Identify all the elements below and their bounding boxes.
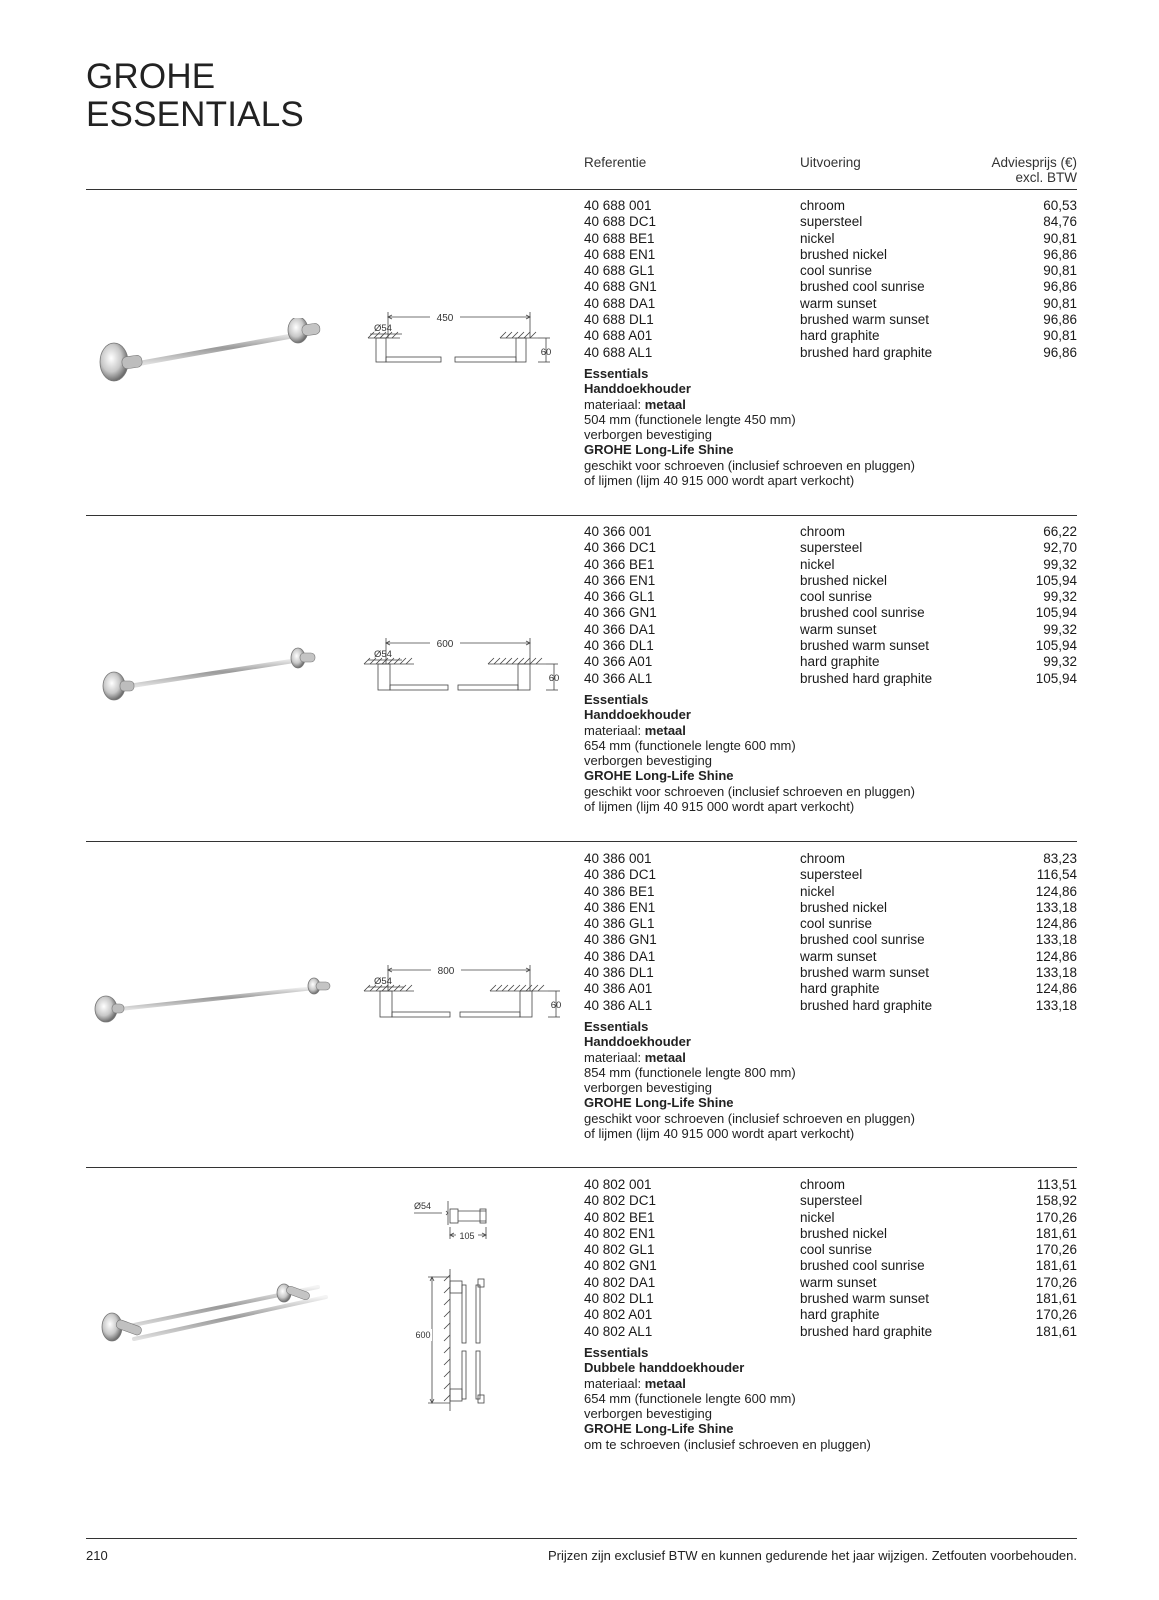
variant-reference: 40 366 DA1 xyxy=(584,621,656,637)
variant-row xyxy=(584,1275,1077,1291)
variant-price: 124,86 xyxy=(1035,916,1077,932)
variant-price: 90,81 xyxy=(1043,295,1077,311)
product-name: Handdoekhouder xyxy=(584,1034,691,1050)
variant-finish: supersteel xyxy=(800,867,863,883)
variant-price: 96,86 xyxy=(1043,246,1077,262)
variant-price: 170,26 xyxy=(1035,1307,1077,1323)
section-divider xyxy=(86,841,1077,842)
variant-list xyxy=(584,198,1077,361)
variant-price: 124,86 xyxy=(1035,981,1077,997)
variant-reference: 40 802 A01 xyxy=(584,1307,653,1323)
variant-reference: 40 802 EN1 xyxy=(584,1225,656,1241)
variant-price: 105,94 xyxy=(1035,670,1077,686)
variant-row xyxy=(584,998,1077,1014)
variant-price: 133,18 xyxy=(1035,932,1077,948)
variant-finish: brushed hard graphite xyxy=(800,997,933,1013)
variant-row xyxy=(584,263,1077,279)
product-feature: GROHE Long-Life Shine xyxy=(584,1095,734,1111)
variant-finish: nickel xyxy=(800,556,835,572)
product-series: Essentials xyxy=(584,366,649,381)
variant-row xyxy=(584,1226,1077,1242)
variant-finish: warm sunset xyxy=(800,621,877,637)
column-header-reference: Referentie xyxy=(584,155,647,170)
variant-row xyxy=(584,1258,1077,1274)
variant-price: 90,81 xyxy=(1043,328,1077,344)
variant-row xyxy=(584,312,1077,328)
variant-price: 99,32 xyxy=(1043,621,1077,637)
variant-finish: brushed warm sunset xyxy=(800,1291,930,1307)
variant-price: 105,94 xyxy=(1035,605,1077,621)
product-photo-towel-bar-800 xyxy=(92,969,342,1029)
dimension-diameter-label: Ø54 xyxy=(374,649,392,660)
material-label: materiaal: xyxy=(584,1375,645,1391)
variant-reference: 40 688 GL1 xyxy=(584,263,655,279)
variant-reference: 40 366 DL1 xyxy=(584,638,654,654)
product-install-line2: of lijmen (lijm 40 915 000 wordt apart verkocht) xyxy=(584,799,855,815)
variant-finish: warm sunset xyxy=(800,948,877,964)
dimension-diameter-label: Ø54 xyxy=(414,1201,432,1211)
variant-row xyxy=(584,540,1077,556)
variant-price: 99,32 xyxy=(1043,589,1077,605)
dimension-depth-label: 60 xyxy=(550,1000,562,1011)
product-description xyxy=(584,692,1084,814)
product-material xyxy=(584,1376,1084,1391)
variant-price: 66,22 xyxy=(1043,524,1077,539)
variant-row xyxy=(584,573,1077,589)
variant-row xyxy=(584,622,1077,638)
product-install-line1: geschikt voor schroeven (inclusief schroeven en pluggen) xyxy=(584,1110,915,1126)
dimension-diameter-label: Ø54 xyxy=(374,323,392,334)
column-header-price xyxy=(991,155,1077,185)
variant-finish: brushed nickel xyxy=(800,899,888,915)
dimension-depth-label: 60 xyxy=(548,673,560,684)
product-mounting: verborgen bevestiging xyxy=(584,1406,712,1422)
variant-reference: 40 386 AL1 xyxy=(584,997,653,1013)
variant-row xyxy=(584,1307,1077,1323)
dimension-drawing-600 xyxy=(358,634,568,714)
product-feature: GROHE Long-Life Shine xyxy=(584,442,734,458)
variant-reference: 40 366 001 xyxy=(584,524,652,539)
variant-finish: brushed warm sunset xyxy=(800,965,930,981)
variant-row xyxy=(584,279,1077,295)
variant-row xyxy=(584,851,1077,867)
variant-finish: nickel xyxy=(800,230,835,246)
variant-reference: 40 386 DL1 xyxy=(584,965,654,981)
variant-finish: supersteel xyxy=(800,1193,863,1209)
variant-reference: 40 688 EN1 xyxy=(584,246,656,262)
variant-row xyxy=(584,1193,1077,1209)
variant-row xyxy=(584,981,1077,997)
dimension-length-label: 600 xyxy=(436,639,454,650)
product-material xyxy=(584,397,1084,412)
variant-finish: nickel xyxy=(800,1209,835,1225)
product-mounting: verborgen bevestiging xyxy=(584,753,712,769)
variant-finish: chroom xyxy=(800,524,846,539)
variant-price: 99,32 xyxy=(1043,556,1077,572)
section-divider xyxy=(86,1167,1077,1168)
product-install-line2: of lijmen (lijm 40 915 000 wordt apart verkocht) xyxy=(584,1126,855,1142)
product-install-line2: of lijmen (lijm 40 915 000 wordt apart verkocht) xyxy=(584,473,855,489)
variant-row xyxy=(584,198,1077,214)
variant-price: 124,86 xyxy=(1035,948,1077,964)
variant-finish: cool sunrise xyxy=(800,589,873,605)
variant-finish: hard graphite xyxy=(800,328,880,344)
variant-finish: nickel xyxy=(800,883,835,899)
variant-row xyxy=(584,1210,1077,1226)
variant-row xyxy=(584,328,1077,344)
variant-finish: brushed warm sunset xyxy=(800,638,930,654)
variant-reference: 40 366 EN1 xyxy=(584,572,656,588)
variant-price: 181,61 xyxy=(1035,1323,1077,1339)
variant-price: 170,26 xyxy=(1035,1242,1077,1258)
product-material xyxy=(584,723,1084,738)
product-name: Handdoekhouder xyxy=(584,381,691,397)
page-number: 210 xyxy=(86,1548,108,1563)
variant-finish: brushed nickel xyxy=(800,246,888,262)
variant-price: 133,18 xyxy=(1035,899,1077,915)
variant-row xyxy=(584,247,1077,263)
variant-row xyxy=(584,949,1077,965)
variant-finish: hard graphite xyxy=(800,981,880,997)
product-name: Handdoekhouder xyxy=(584,707,691,723)
material-label: materiaal: xyxy=(584,722,645,738)
page-title-line2: ESSENTIALS xyxy=(86,95,304,134)
dimension-drawing-450 xyxy=(360,308,560,388)
variant-finish: cool sunrise xyxy=(800,1242,873,1258)
variant-price: 96,86 xyxy=(1043,312,1077,328)
variant-reference: 40 366 A01 xyxy=(584,654,653,670)
variant-reference: 40 688 AL1 xyxy=(584,344,653,360)
variant-reference: 40 386 DA1 xyxy=(584,948,656,964)
product-mounting: verborgen bevestiging xyxy=(584,427,712,443)
variant-row xyxy=(584,884,1077,900)
variant-row xyxy=(584,1242,1077,1258)
variant-reference: 40 366 GN1 xyxy=(584,605,657,621)
variant-finish: supersteel xyxy=(800,214,863,230)
variant-finish: brushed warm sunset xyxy=(800,312,930,328)
variant-reference: 40 688 DC1 xyxy=(584,214,657,230)
variant-reference: 40 688 DL1 xyxy=(584,312,654,328)
variant-price: 90,81 xyxy=(1043,263,1077,279)
variant-list xyxy=(584,1177,1077,1340)
footer-note: Prijzen zijn exclusief BTW en kunnen gedurende het jaar wijzigen. Zetfouten voorbehouden. xyxy=(548,1548,1077,1563)
variant-row xyxy=(584,589,1077,605)
variant-row xyxy=(584,867,1077,883)
variant-reference: 40 366 AL1 xyxy=(584,670,653,686)
variant-reference: 40 802 001 xyxy=(584,1177,652,1192)
column-header-finish: Uitvoering xyxy=(800,155,861,170)
variant-row xyxy=(584,605,1077,621)
variant-row xyxy=(584,214,1077,230)
variant-price: 170,26 xyxy=(1035,1209,1077,1225)
variant-finish: brushed cool sunrise xyxy=(800,1258,925,1274)
variant-finish: chroom xyxy=(800,851,846,866)
variant-reference: 40 688 A01 xyxy=(584,328,653,344)
variant-row xyxy=(584,524,1077,540)
variant-reference: 40 802 DC1 xyxy=(584,1193,657,1209)
variant-price: 60,53 xyxy=(1043,198,1077,213)
variant-price: 96,86 xyxy=(1043,344,1077,360)
variant-list xyxy=(584,524,1077,687)
product-name: Dubbele handdoekhouder xyxy=(584,1360,745,1376)
product-install-line1: om te schroeven (inclusief schroeven en pluggen) xyxy=(584,1436,871,1452)
product-series: Essentials xyxy=(584,692,649,707)
variant-row xyxy=(584,654,1077,670)
product-series: Essentials xyxy=(584,1019,649,1034)
variant-row xyxy=(584,557,1077,573)
variant-row xyxy=(584,1291,1077,1307)
product-description xyxy=(584,1019,1084,1141)
variant-finish: brushed cool sunrise xyxy=(800,932,925,948)
column-header-price-line1: Adviesprijs (€) xyxy=(991,155,1077,170)
product-description xyxy=(584,366,1084,488)
variant-price: 181,61 xyxy=(1035,1258,1077,1274)
product-mounting: verborgen bevestiging xyxy=(584,1080,712,1096)
dimension-length-label: 800 xyxy=(437,966,455,977)
product-install-line1: geschikt voor schroeven (inclusief schroeven en pluggen) xyxy=(584,457,915,473)
variant-finish: brushed nickel xyxy=(800,1225,888,1241)
variant-finish: brushed nickel xyxy=(800,572,888,588)
variant-finish: chroom xyxy=(800,1177,846,1192)
variant-row xyxy=(584,1324,1077,1340)
dimension-drawing-double xyxy=(412,1199,512,1429)
variant-price: 133,18 xyxy=(1035,997,1077,1013)
variant-reference: 40 688 BE1 xyxy=(584,230,655,246)
variant-finish: hard graphite xyxy=(800,654,880,670)
product-length: 654 mm (functionele lengte 600 mm) xyxy=(584,737,796,753)
material-label: materiaal: xyxy=(584,396,645,412)
variant-row xyxy=(584,296,1077,312)
variant-price: 181,61 xyxy=(1035,1225,1077,1241)
product-description xyxy=(584,1345,1084,1452)
variant-price: 170,26 xyxy=(1035,1274,1077,1290)
variant-row xyxy=(584,965,1077,981)
variant-finish: warm sunset xyxy=(800,295,877,311)
product-photo-towel-bar-600 xyxy=(100,642,340,712)
variant-finish: brushed hard graphite xyxy=(800,344,933,360)
variant-row xyxy=(584,932,1077,948)
variant-reference: 40 366 GL1 xyxy=(584,589,655,605)
variant-reference: 40 386 A01 xyxy=(584,981,653,997)
footer-divider xyxy=(86,1538,1077,1539)
material-value: metaal xyxy=(644,722,686,738)
variant-reference: 40 688 GN1 xyxy=(584,279,657,295)
variant-row xyxy=(584,345,1077,361)
variant-reference: 40 802 AL1 xyxy=(584,1323,653,1339)
dimension-depth-label: 105 xyxy=(459,1231,475,1241)
variant-reference: 40 386 DC1 xyxy=(584,867,657,883)
material-value: metaal xyxy=(644,1375,686,1391)
variant-reference: 40 802 DL1 xyxy=(584,1291,654,1307)
variant-price: 113,51 xyxy=(1036,1177,1077,1192)
column-header-price-line2: excl. BTW xyxy=(1015,170,1077,185)
variant-reference: 40 802 DA1 xyxy=(584,1274,656,1290)
product-photo-towel-bar-450 xyxy=(96,318,336,388)
variant-reference: 40 386 BE1 xyxy=(584,883,655,899)
variant-price: 84,76 xyxy=(1043,214,1077,230)
material-value: metaal xyxy=(644,1049,686,1065)
variant-price: 124,86 xyxy=(1035,883,1077,899)
variant-price: 133,18 xyxy=(1035,965,1077,981)
dimension-diameter-label: Ø54 xyxy=(374,976,392,987)
variant-finish: brushed hard graphite xyxy=(800,670,933,686)
material-value: metaal xyxy=(644,396,686,412)
variant-finish: cool sunrise xyxy=(800,263,873,279)
variant-price: 158,92 xyxy=(1035,1193,1077,1209)
product-length: 654 mm (functionele lengte 600 mm) xyxy=(584,1390,796,1406)
variant-row xyxy=(584,916,1077,932)
variant-reference: 40 802 GN1 xyxy=(584,1258,657,1274)
variant-reference: 40 386 EN1 xyxy=(584,899,656,915)
variant-row xyxy=(584,638,1077,654)
variant-finish: hard graphite xyxy=(800,1307,880,1323)
variant-reference: 40 366 BE1 xyxy=(584,556,655,572)
variant-price: 90,81 xyxy=(1043,230,1077,246)
variant-reference: 40 688 DA1 xyxy=(584,295,656,311)
section-divider xyxy=(86,515,1077,516)
variant-finish: warm sunset xyxy=(800,1274,877,1290)
variant-price: 83,23 xyxy=(1043,851,1077,866)
variant-reference: 40 688 001 xyxy=(584,198,652,213)
product-photo-double-towel-bar xyxy=(100,1277,340,1357)
variant-price: 92,70 xyxy=(1043,540,1077,556)
variant-list xyxy=(584,851,1077,1014)
variant-reference: 40 386 001 xyxy=(584,851,652,866)
variant-row xyxy=(584,1177,1077,1193)
variant-reference: 40 802 BE1 xyxy=(584,1209,655,1225)
variant-row xyxy=(584,231,1077,247)
dimension-length-label: 600 xyxy=(415,1330,431,1340)
variant-finish: brushed cool sunrise xyxy=(800,605,925,621)
dimension-length-label: 450 xyxy=(436,313,454,324)
section-divider xyxy=(86,189,1077,190)
variant-finish: brushed cool sunrise xyxy=(800,279,925,295)
product-length: 854 mm (functionele lengte 800 mm) xyxy=(584,1064,796,1080)
product-series: Essentials xyxy=(584,1345,649,1360)
variant-price: 96,86 xyxy=(1043,279,1077,295)
variant-reference: 40 366 DC1 xyxy=(584,540,657,556)
product-feature: GROHE Long-Life Shine xyxy=(584,768,734,784)
variant-finish: brushed hard graphite xyxy=(800,1323,933,1339)
product-feature: GROHE Long-Life Shine xyxy=(584,1421,734,1437)
page-title xyxy=(86,58,304,134)
variant-price: 116,54 xyxy=(1036,867,1077,883)
dimension-drawing-800 xyxy=(358,961,568,1041)
variant-row xyxy=(584,900,1077,916)
page-title-line1: GROHE xyxy=(86,57,216,96)
dimension-depth-label: 60 xyxy=(540,347,552,358)
variant-price: 99,32 xyxy=(1043,654,1077,670)
variant-finish: chroom xyxy=(800,198,846,213)
variant-row xyxy=(584,671,1077,687)
variant-price: 181,61 xyxy=(1035,1291,1077,1307)
variant-finish: supersteel xyxy=(800,540,863,556)
material-label: materiaal: xyxy=(584,1049,645,1065)
product-material xyxy=(584,1050,1084,1065)
variant-price: 105,94 xyxy=(1035,638,1077,654)
variant-reference: 40 802 GL1 xyxy=(584,1242,655,1258)
variant-reference: 40 386 GL1 xyxy=(584,916,655,932)
product-length: 504 mm (functionele lengte 450 mm) xyxy=(584,411,796,427)
product-install-line1: geschikt voor schroeven (inclusief schroeven en pluggen) xyxy=(584,783,915,799)
variant-reference: 40 386 GN1 xyxy=(584,932,657,948)
variant-price: 105,94 xyxy=(1035,572,1077,588)
variant-finish: cool sunrise xyxy=(800,916,873,932)
